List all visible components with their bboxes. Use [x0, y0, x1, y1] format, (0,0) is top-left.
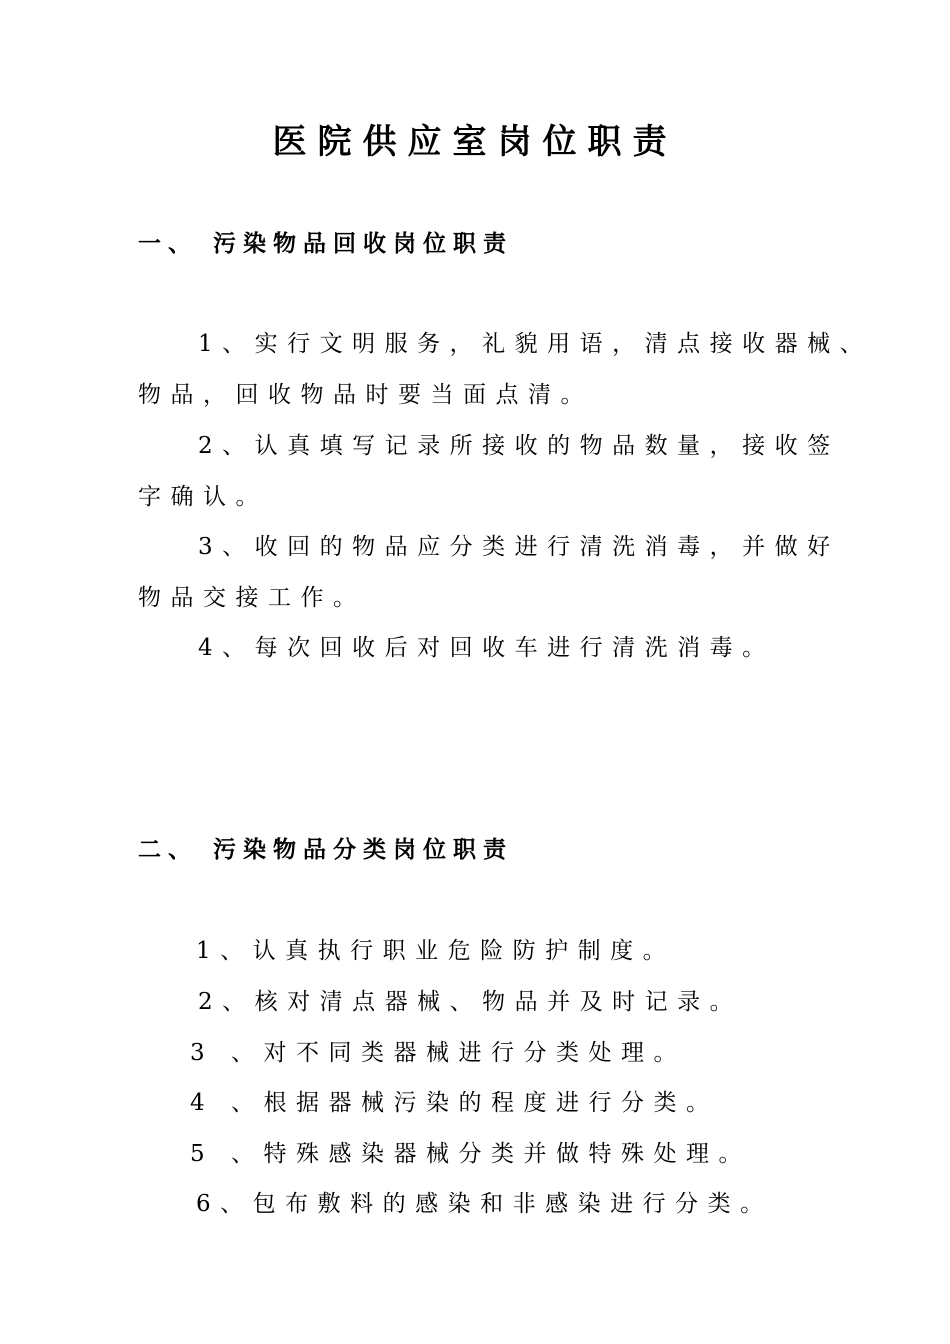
duty-item-continuation: 字确认。	[138, 484, 268, 510]
duty-item-continuation: 物品交接工作。	[138, 585, 366, 611]
section-heading: 二、 污染物品分类岗位职责	[138, 836, 514, 863]
duty-item: 3、收回的物品应分类进行清洗消毒，并做好	[198, 534, 840, 560]
duty-item: 5 、特殊感染器械分类并做特殊处理。	[190, 1141, 751, 1167]
duty-item-continuation: 物品，回收物品时要当面点清。	[138, 382, 593, 408]
duty-item: 2、认真填写记录所接收的物品数量，接收签	[198, 433, 840, 459]
duty-item: 6、包布敷料的感染和非感染进行分类。	[196, 1191, 773, 1217]
document-title: 医院供应室岗位职责	[272, 122, 678, 162]
duty-item: 1、认真执行职业危险防护制度。	[196, 938, 676, 964]
section-heading: 一、 污染物品回收岗位职责	[138, 230, 514, 257]
duty-item: 1、实行文明服务，礼貌用语，清点接收器械、	[198, 331, 873, 357]
duty-item: 4、每次回收后对回收车进行清洗消毒。	[198, 635, 775, 661]
duty-item: 4 、根据器械污染的程度进行分类。	[190, 1090, 719, 1116]
duty-item: 2、核对清点器械、物品并及时记录。	[198, 989, 743, 1015]
duty-item: 3 、对不同类器械进行分类处理。	[190, 1040, 686, 1066]
